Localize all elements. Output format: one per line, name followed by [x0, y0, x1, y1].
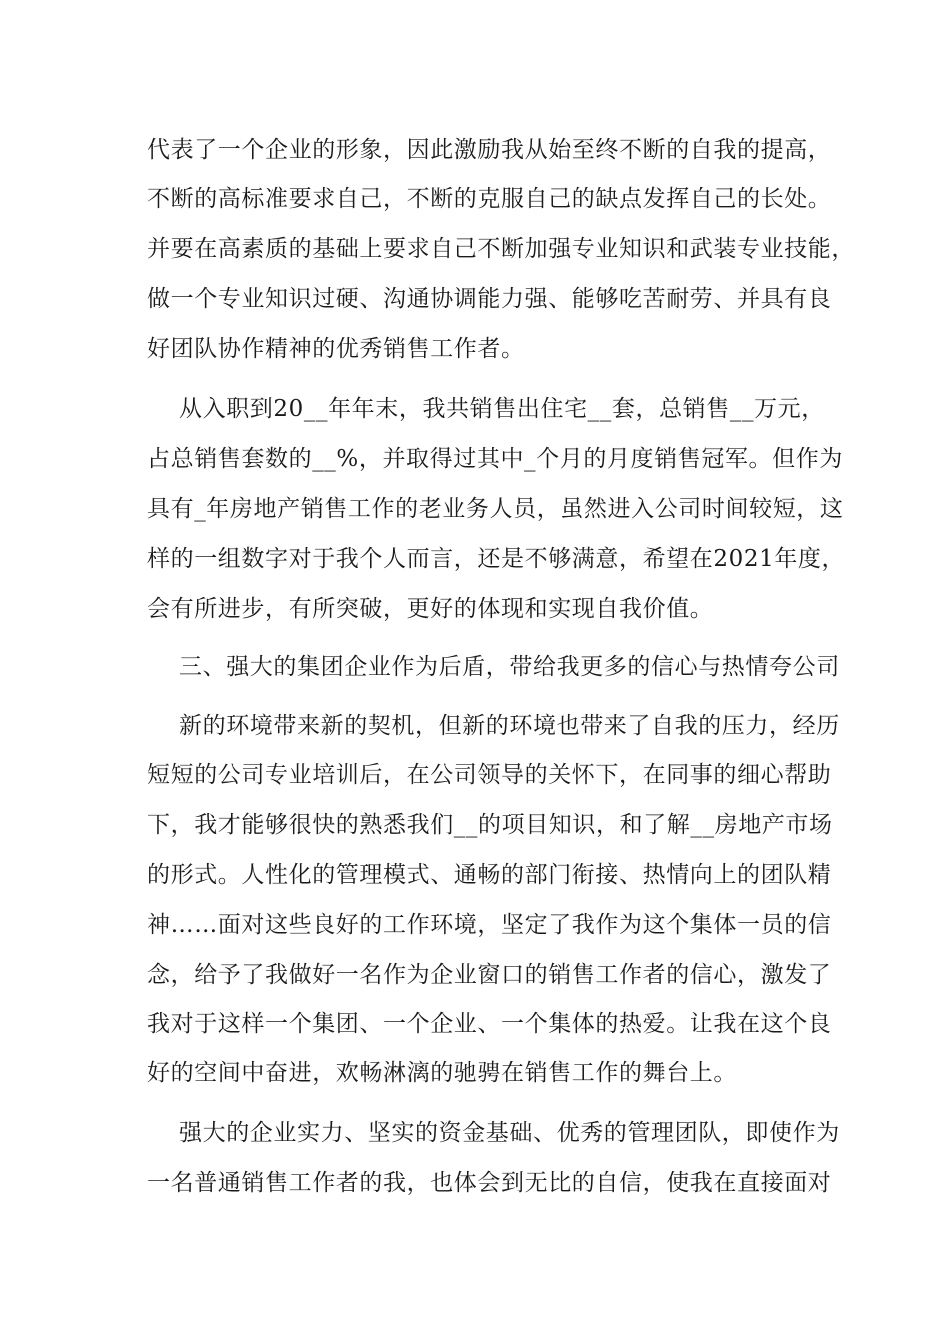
text-line: 好团队协作精神的优秀销售工作者。: [147, 336, 525, 362]
text-line: 短短的公司专业培训后，在公司领导的关怀下，在同事的细心帮助: [147, 762, 832, 788]
text-line: 占总销售套数的__%，并取得过其中_个月的月度销售冠军。但作为: [147, 446, 843, 472]
text-line: 神……面对这些良好的工作环境，坚定了我作为这个集体一员的信: [147, 912, 832, 938]
text-line: 的形式。人性化的管理模式、通畅的部门衔接、热情向上的团队精: [147, 862, 832, 888]
text-line: 一名普通销售工作者的我，也体会到无比的自信，使我在直接面对: [147, 1170, 832, 1196]
text-line: 从入职到20__年年末，我共销售出住宅__套，总销售__万元，: [179, 396, 825, 422]
text-line: 我对于这样一个集团、一个企业、一个集体的热爱。让我在这个良: [147, 1011, 832, 1037]
text-line: 强大的企业实力、坚实的资金基础、优秀的管理团队，即使作为: [179, 1120, 840, 1146]
text-line: 代表了一个企业的形象，因此激励我从始至终不断的自我的提高，: [147, 137, 832, 163]
text-line: 不断的高标准要求自己，不断的克服自己的缺点发挥自己的长处。: [147, 186, 832, 212]
text-line: 会有所进步，有所突破，更好的体现和实现自我价值。: [147, 596, 714, 622]
text-line: 好的空间中奋进，欢畅淋漓的驰骋在销售工作的舞台上。: [147, 1060, 737, 1086]
section-heading: 三、强大的集团企业作为后盾，带给我更多的信心与热情夸公司: [179, 654, 840, 680]
text-line: 并要在高素质的基础上要求自己不断加强专业知识和武装专业技能，: [147, 236, 855, 262]
text-line: 样的一组数字对于我个人而言，还是不够满意，希望在2021年度，: [147, 546, 846, 572]
text-line: 下，我才能够很快的熟悉我们__的项目知识，和了解__房地产市场: [147, 812, 833, 838]
text-line: 新的环境带来新的契机，但新的环境也带来了自我的压力，经历: [179, 713, 840, 739]
text-line: 念，给予了我做好一名作为企业窗口的销售工作者的信心，激发了: [147, 962, 832, 988]
text-line: 具有_年房地产销售工作的老业务人员，虽然进入公司时间较短，这: [147, 496, 844, 522]
text-line: 做一个专业知识过硬、沟通协调能力强、能够吃苦耐劳、并具有良: [147, 286, 832, 312]
